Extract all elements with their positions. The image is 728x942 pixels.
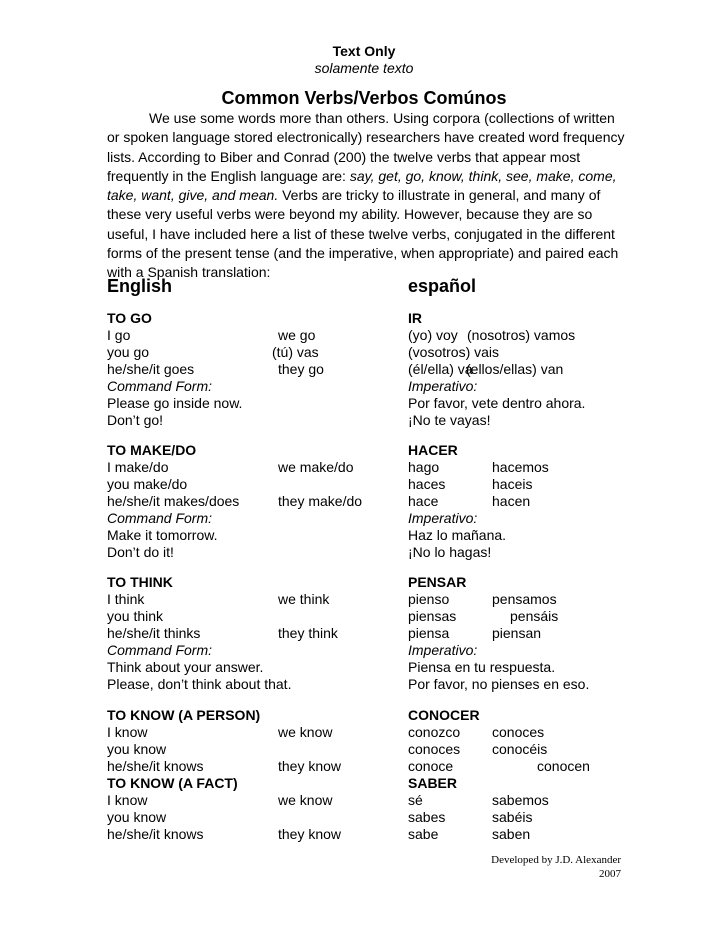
verb-line-en2: they know (278, 826, 342, 842)
verb-line-en2: we think (278, 591, 330, 607)
verb-line-en1: Don’t do it! (107, 544, 174, 560)
verb-line-en2: we make/do (278, 459, 354, 475)
verb-line-en1: TO KNOW (A PERSON) (107, 707, 261, 723)
verb-line-en1: you make/do (107, 476, 188, 492)
verb-line-es1: (él/ella) va (408, 361, 473, 377)
verb-line-es1: SABER (408, 775, 458, 791)
verb-line-en1: TO KNOW (A FACT) (107, 775, 238, 791)
verb-line-en1: I know (107, 792, 148, 808)
verb-line-en2: we know (278, 724, 333, 740)
verb-line-es1: conoces (408, 741, 461, 757)
verb-line-en1: I make/do (107, 459, 169, 475)
english-column-heading: English (107, 276, 173, 296)
verb-line-en1: Please, don’t think about that. (107, 676, 292, 692)
verb-line-es2: (ellos/ellas) van (466, 361, 564, 377)
verb-line-es2: conoces (492, 724, 545, 740)
verb-line-es1: (vosotros) vais (408, 344, 500, 360)
verb-line-en1: Command Form: (107, 378, 213, 394)
footer-year: 2007 (599, 868, 621, 880)
verb-line-en1: Command Form: (107, 510, 213, 526)
verb-line-en1: TO GO (107, 310, 152, 326)
verb-line-es1: sabe (408, 826, 439, 842)
verb-line-es1: Imperativo: (408, 510, 478, 526)
verb-line-es2: conocéis (492, 741, 548, 757)
intro-text-1: We use some words more than others. Using corpora (collections of written or spoken language stored electronically) researchers have created word frequency lists. According to Biber and Conrad (200) the twelve verbs that appear most frequently in the English language are: (107, 110, 625, 184)
verb-line-es1: piensa (408, 625, 450, 641)
verb-line-en1: you know (107, 809, 167, 825)
header-subtitle: solamente texto (314, 60, 414, 76)
verb-line-es1: Imperativo: (408, 642, 478, 658)
verb-line-en2: we go (278, 327, 316, 343)
verb-line-en1: you think (107, 608, 164, 624)
verb-line-en1: he/she/it thinks (107, 625, 201, 641)
verb-line-en1: TO THINK (107, 574, 173, 590)
verb-line-en1: Don’t go! (107, 412, 164, 428)
verb-line-es2: haceis (492, 476, 533, 492)
verb-line-es1: PENSAR (408, 574, 467, 590)
verb-line-es1: hace (408, 493, 439, 509)
verb-line-en1: he/she/it goes (107, 361, 195, 377)
verb-line-en1: you go (107, 344, 150, 360)
verb-line-en2: they go (278, 361, 324, 377)
verb-line-es2: (nosotros) vamos (467, 327, 576, 343)
verb-line-es1: CONOCER (408, 707, 480, 723)
verb-line-es1: piensas (408, 608, 457, 624)
verb-line-en1: I go (107, 327, 131, 343)
verb-line-es1: conozco (408, 724, 461, 740)
verb-line-en1: Think about your answer. (107, 659, 264, 675)
intro-text-2: Verbs are tricky to illustrate in general, and many of these very useful verbs were beyond my ability. However, because they are so useful, I have included here a list of these twelve verbs, conjugated in the different forms of the present tense (and the imperative, when appropriate) and paired each with a Spanish translation: (107, 187, 619, 281)
verb-line-es1: Piensa en tu respuesta. (408, 659, 556, 675)
verb-line-en2: (tú) vas (272, 344, 319, 360)
verb-line-es1: Imperativo: (408, 378, 478, 394)
verb-line-es1: IR (408, 310, 422, 326)
verb-line-es2: pensamos (492, 591, 557, 607)
verb-line-en1: TO MAKE/DO (107, 442, 197, 458)
page-title: Common Verbs/Verbos Comúnos (221, 88, 507, 108)
intro-verb-list: say, get, go, know, think, see, make, come, take, want, give, and mean. (107, 167, 617, 204)
verb-line-es2: piensan (492, 625, 542, 641)
verb-line-en2: they make/do (278, 493, 363, 509)
verb-line-es1: Por favor, vete dentro ahora. (408, 395, 586, 411)
footer-credit: Developed by J.D. Alexander (491, 854, 621, 866)
verb-line-en1: Command Form: (107, 642, 213, 658)
verb-line-es2: hacen (492, 493, 531, 509)
verb-line-es1: conoce (408, 758, 454, 774)
verb-line-es1: Por favor, no pienses en eso. (408, 676, 590, 692)
verb-line-es1: Haz lo mañana. (408, 527, 507, 543)
spanish-column-heading: español (408, 276, 477, 296)
verb-line-es1: HACER (408, 442, 458, 458)
verb-line-en1: he/she/it makes/does (107, 493, 240, 509)
verb-line-es1: (yo) voy (408, 327, 458, 343)
verb-line-es1: haces (408, 476, 446, 492)
verb-line-es1: ¡No lo hagas! (408, 544, 492, 560)
verb-line-en2: we know (278, 792, 333, 808)
verb-line-en2: they think (278, 625, 338, 641)
verb-line-en1: I think (107, 591, 145, 607)
verb-line-en1: he/she/it knows (107, 826, 204, 842)
verb-line-en1: Please go inside now. (107, 395, 243, 411)
verb-line-es2: sabemos (492, 792, 549, 808)
verb-line-es1: sé (408, 792, 423, 808)
verb-line-es2: hacemos (492, 459, 549, 475)
intro-paragraph (107, 109, 627, 283)
verb-line-es2: saben (492, 826, 531, 842)
verb-line-en1: I know (107, 724, 148, 740)
verb-line-en2: they know (278, 758, 342, 774)
verb-line-en1: Make it tomorrow. (107, 527, 218, 543)
header-title: Text Only (332, 43, 396, 59)
verb-line-es1: sabes (408, 809, 446, 825)
verb-line-es1: ¡No te vayas! (408, 412, 491, 428)
verb-line-en1: he/she/it knows (107, 758, 204, 774)
verb-line-es1: pienso (408, 591, 450, 607)
verb-line-es2: conocen (537, 758, 590, 774)
verb-line-es1: hago (408, 459, 440, 475)
verb-line-en1: you know (107, 741, 167, 757)
verb-line-es2: sabéis (492, 809, 533, 825)
verb-line-es2: pensáis (510, 608, 559, 624)
